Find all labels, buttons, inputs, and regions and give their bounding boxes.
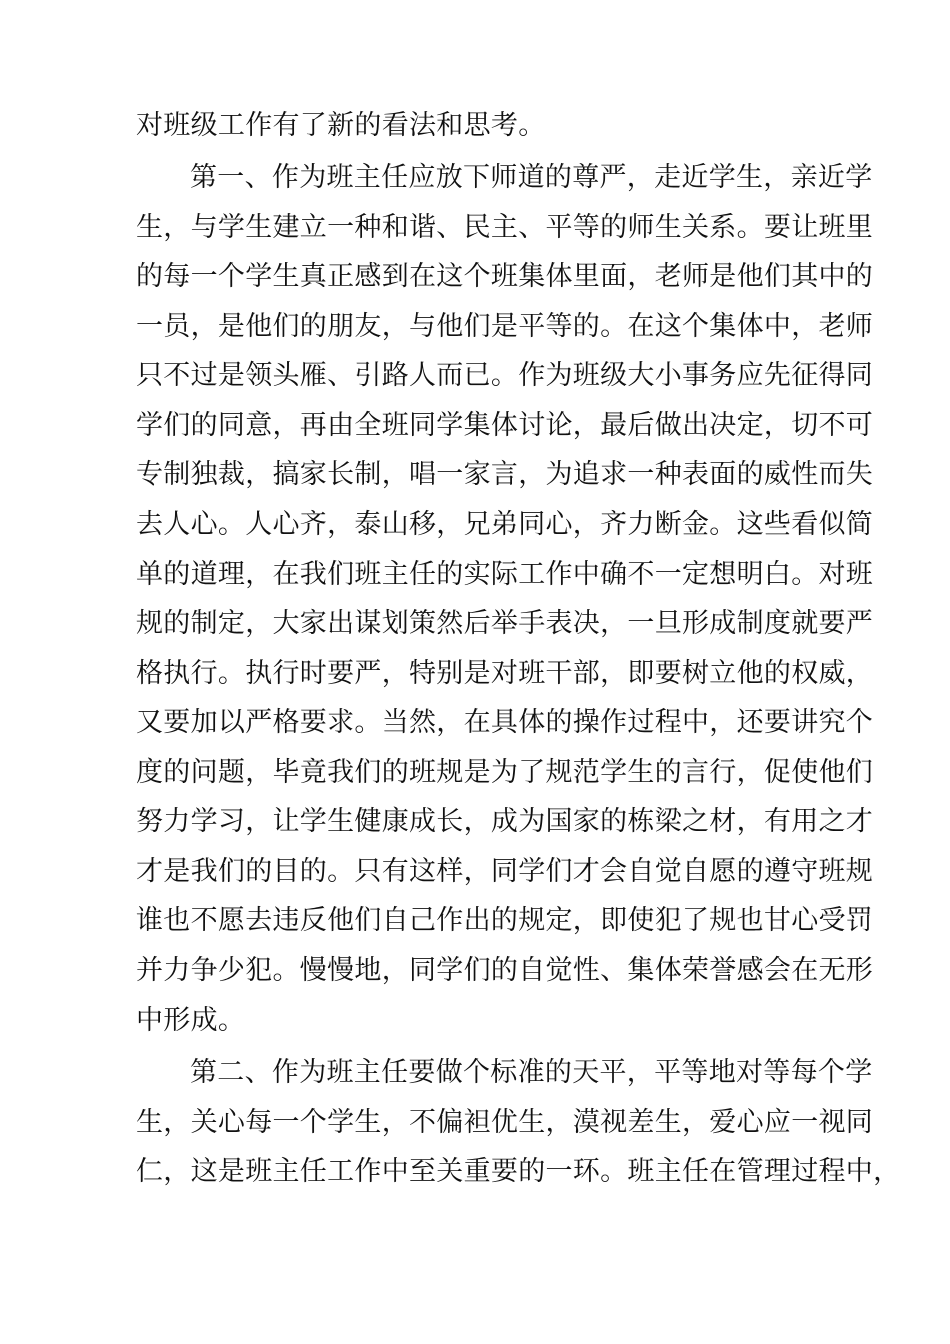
text-line: 格执行。执行时要严，特别是对班干部，即要树立他的权威， bbox=[136, 658, 874, 689]
text-line: 生，关心每一个学生，不偏袒优生，漠视差生，爱心应一视同 bbox=[136, 1107, 874, 1138]
text-line: 并力争少犯。慢慢地，同学们的自觉性、集体荣誉感会在无形 bbox=[136, 955, 874, 986]
text-line: 中形成。 bbox=[136, 1005, 246, 1036]
text-line: 去人心。人心齐，泰山移，兄弟同心，齐力断金。这些看似简 bbox=[136, 509, 874, 540]
text-line: 度的问题，毕竟我们的班规是为了规范学生的言行，促使他们 bbox=[136, 757, 874, 788]
text-line: 仁，这是班主任工作中至关重要的一环。班主任在管理过程中， bbox=[136, 1156, 901, 1187]
text-line: 单的道理，在我们班主任的实际工作中确不一定想明白。对班 bbox=[136, 559, 874, 590]
text-line: 努力学习，让学生健康成长，成为国家的栋梁之材，有用之才 bbox=[136, 806, 874, 837]
paragraph-first-line: 第一、作为班主任应放下师道的尊严，走近学生，亲近学 bbox=[190, 162, 873, 193]
paragraph-first-line: 第二、作为班主任要做个标准的天平，平等地对等每个学 bbox=[190, 1057, 873, 1088]
text-line: 谁也不愿去违反他们自己作出的规定，即使犯了规也甘心受罚 bbox=[136, 905, 874, 936]
text-line: 学们的同意，再由全班同学集体讨论，最后做出决定，切不可 bbox=[136, 410, 874, 441]
text-line: 专制独裁，搞家长制，唱一家言，为追求一种表面的威性而失 bbox=[136, 459, 874, 490]
text-line: 一员，是他们的朋友，与他们是平等的。在这个集体中，老师 bbox=[136, 311, 874, 342]
text-line: 又要加以严格要求。当然，在具体的操作过程中，还要讲究个 bbox=[136, 707, 874, 738]
text-line: 的每一个学生真正感到在这个班集体里面，老师是他们其中的 bbox=[136, 261, 874, 292]
text-line: 规的制定，大家出谋划策然后举手表决，一旦形成制度就要严 bbox=[136, 608, 874, 639]
text-line: 只不过是领头雁、引路人而已。作为班级大小事务应先征得同 bbox=[136, 360, 874, 391]
text-line: 对班级工作有了新的看法和思考。 bbox=[136, 110, 546, 141]
text-line: 生，与学生建立一种和谐、民主、平等的师生关系。要让班里 bbox=[136, 212, 874, 243]
text-line: 才是我们的目的。只有这样，同学们才会自觉自愿的遵守班规 bbox=[136, 856, 874, 887]
